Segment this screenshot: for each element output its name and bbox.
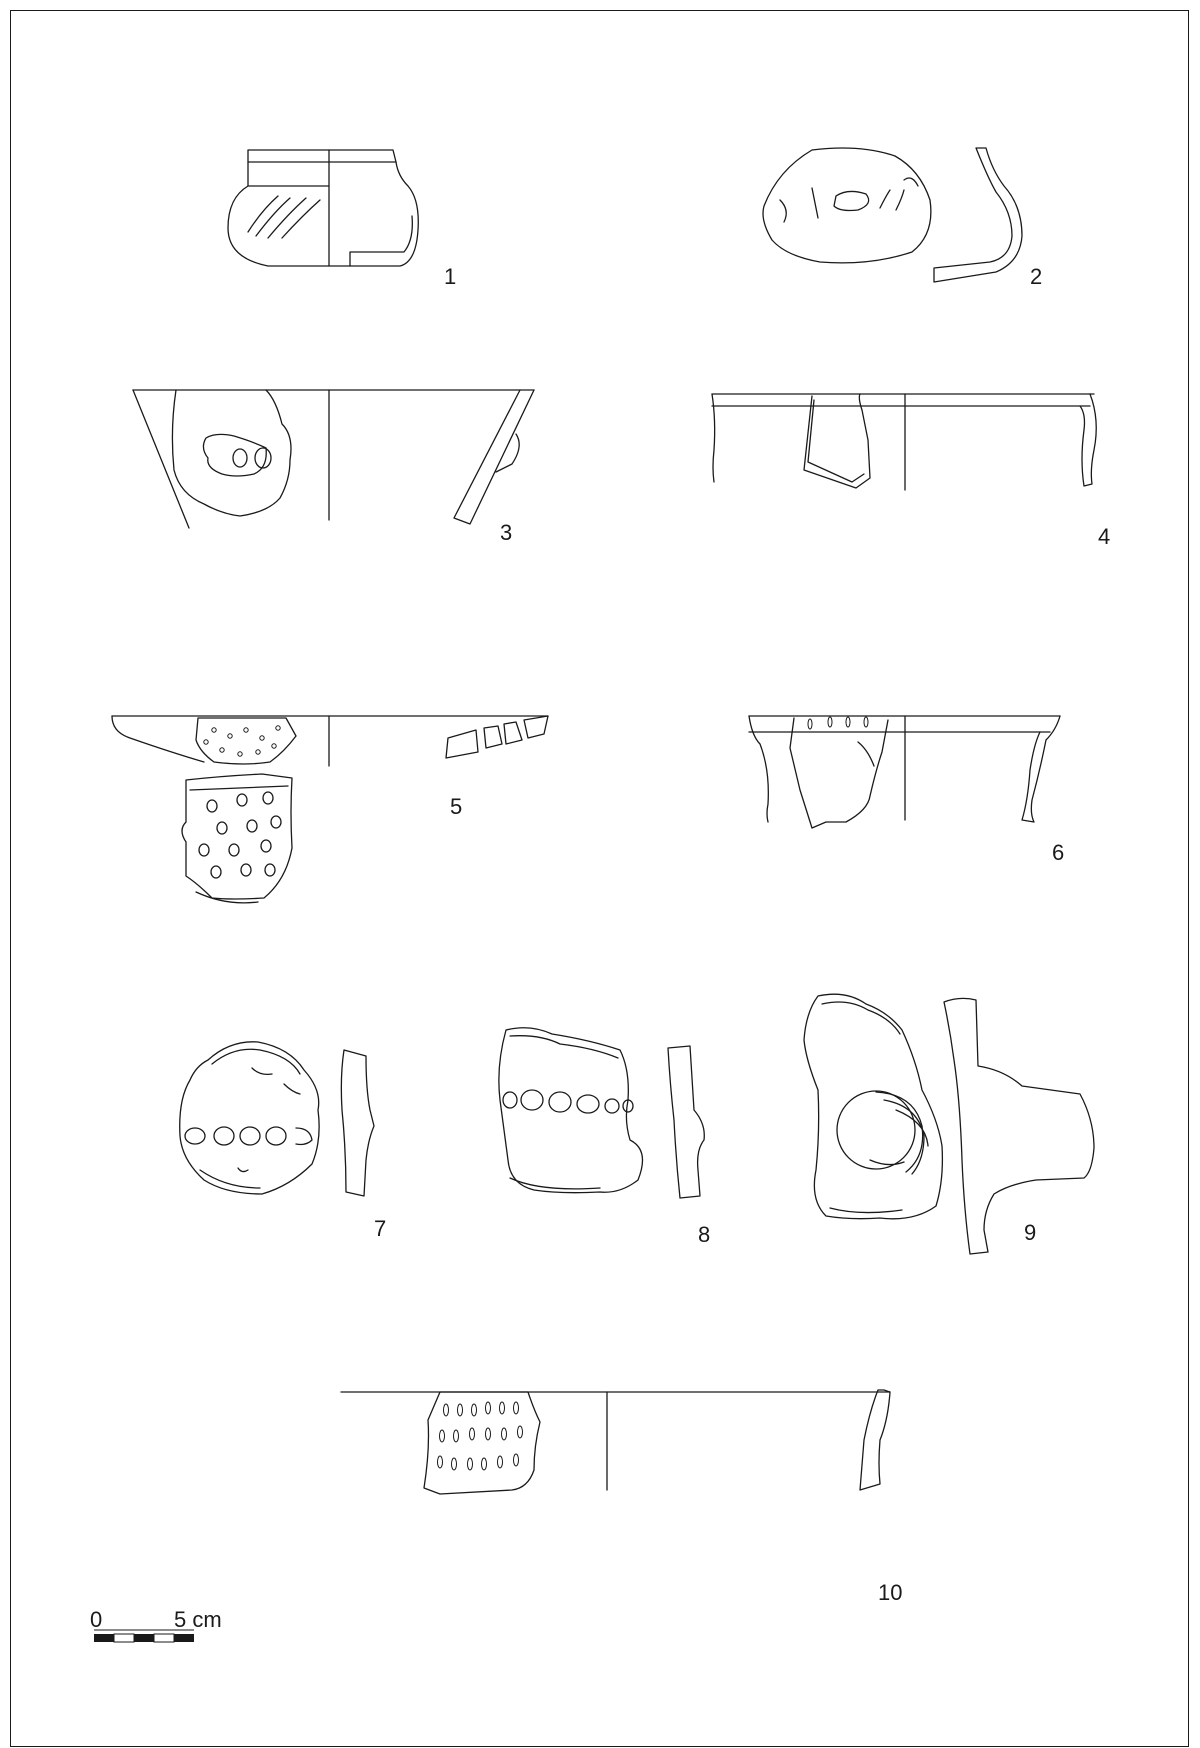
label-10: 10 [878,1580,903,1605]
scale-bar-zero-label: 0 [90,1607,103,1632]
label-5: 5 [450,794,463,819]
scale-bar-end-label: 5 cm [174,1607,222,1632]
sherd-5-drawing [112,716,548,903]
sherd-7-drawing [180,1042,374,1196]
sherd-8-drawing [499,1028,704,1198]
sherd-10-drawing [341,1390,890,1494]
sherd-6-drawing [749,716,1060,828]
sherd-1-drawing [228,150,418,266]
sherd-2-drawing [763,148,1022,282]
sherd-9-drawing [804,994,1094,1254]
sherd-3-drawing [133,390,534,528]
label-9: 9 [1024,1220,1037,1245]
label-2: 2 [1030,264,1043,289]
label-3: 3 [500,520,513,545]
label-6: 6 [1052,840,1065,865]
label-7: 7 [374,1216,387,1241]
label-4: 4 [1098,524,1111,549]
label-8: 8 [698,1222,711,1247]
sherd-4-drawing [712,394,1096,490]
label-1: 1 [444,264,457,289]
